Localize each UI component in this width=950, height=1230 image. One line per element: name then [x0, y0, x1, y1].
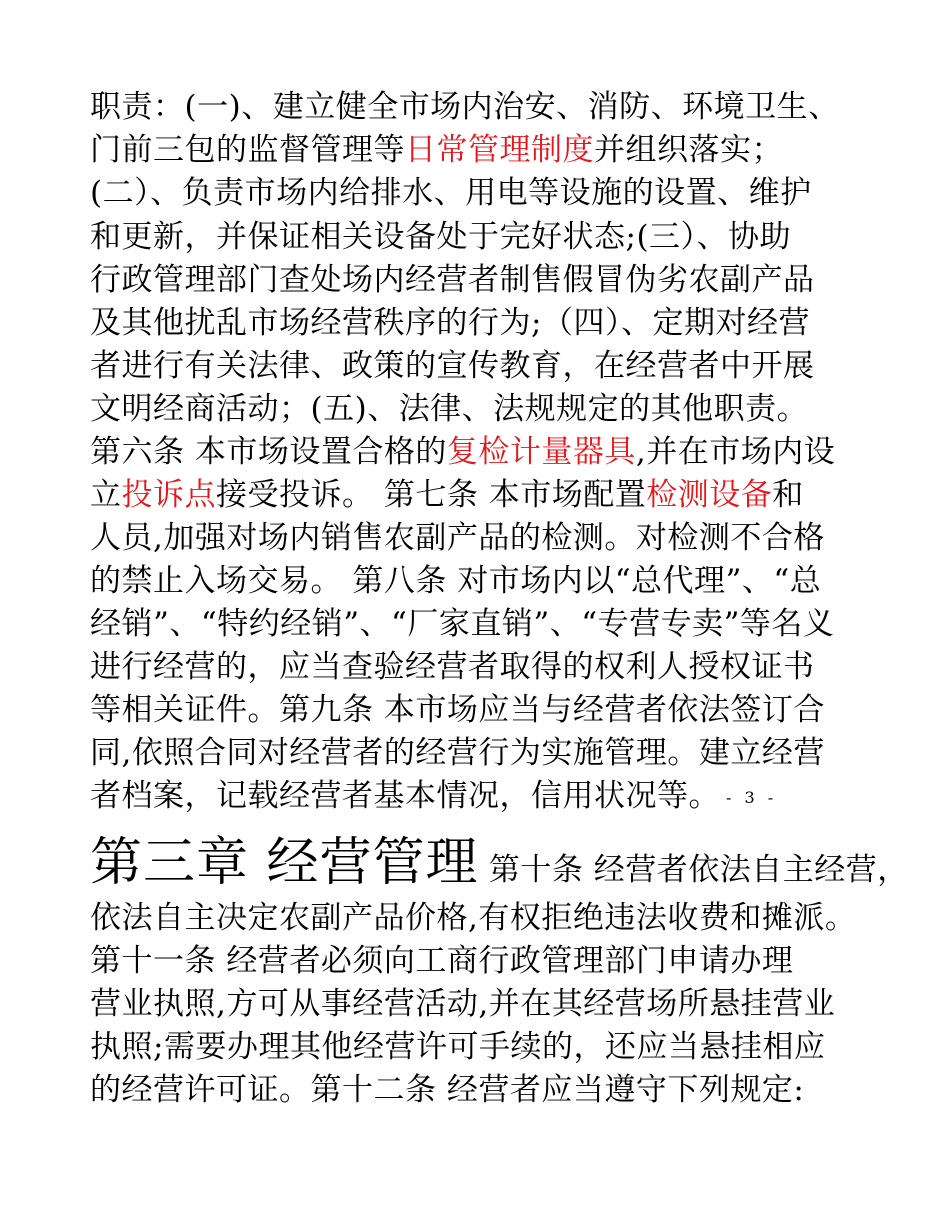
text-line: [90, 347, 815, 385]
highlighted-term: 复检计量器具: [446, 434, 636, 470]
highlighted-term: 日常管理制度: [405, 132, 594, 168]
text-line: [90, 777, 777, 817]
highlighted-term: 投诉点: [121, 477, 216, 513]
line-text: 同,依照合同对经营者的经营行为实施管理。建立经营: [90, 735, 825, 771]
text-line: [90, 985, 835, 1023]
line-text: 和: [772, 477, 804, 513]
line-text: 职责：(一)、建立健全市场内治安、消防、环境卫生、: [90, 89, 840, 125]
line-text: 者档案，记载经营者基本情况，信用状况等。: [90, 778, 720, 814]
line-text: (二）、负责市场内给排水、用电等设施的设置、维护: [90, 175, 812, 211]
text-line: [90, 899, 856, 937]
text-line: [90, 131, 783, 169]
text-line: [90, 476, 804, 514]
line-text: ,并在市场内设: [635, 434, 836, 470]
text-line: [90, 562, 821, 600]
line-text: 经销”、“特约经销”、“厂家直销”、“专营专卖”等名义: [90, 606, 835, 642]
text-line: [90, 304, 810, 342]
chapter-heading-line: [90, 832, 909, 901]
text-line: [90, 1028, 825, 1066]
text-line: [90, 433, 835, 471]
line-text: 等相关证件。第九条 本市场应当与经营者依法签订合: [90, 692, 825, 728]
line-text: 立: [90, 477, 122, 513]
text-line: [90, 942, 793, 980]
line-text: 执照;需要办理其他经营许可手续的，还应当悬挂相应: [90, 1029, 826, 1065]
line-text: 第十一条 经营者必须向工商行政管理部门申请办理: [90, 943, 794, 979]
line-text: 文明经商活动；(五)、法律、法规规定的其他职责。: [90, 391, 809, 427]
line-text: 的经营许可证。第十二条 经营者应当遵守下列规定:: [90, 1072, 805, 1108]
line-text: 及其他扰乱市场经营秩序的行为;（四）、定期对经营: [90, 305, 810, 341]
text-line: [90, 691, 825, 729]
line-text: 行政管理部门查处场内经营者制售假冒伪劣农副产品: [90, 262, 815, 298]
line-text: 接受投诉。 第七条 本市场配置: [216, 477, 647, 513]
line-text: 第六条 本市场设置合格的: [90, 434, 447, 470]
text-line: [90, 648, 815, 686]
line-text: 营业执照,方可从事经营活动,并在其经营场所悬挂营业: [90, 986, 836, 1022]
line-text: 依法自主决定农副产品价格,有权拒绝违法收费和摊派。: [90, 900, 857, 936]
line-text: 进行经营的，应当查验经营者取得的权利人授权证书: [90, 649, 815, 685]
line-text: 人员,加强对场内销售农副产品的检测。对检测不合格: [90, 520, 825, 556]
line-text: 和更新，并保证相关设备处于完好状态;(三）、协助: [90, 219, 792, 255]
text-line: [90, 174, 812, 212]
line-text: 并组织落实；: [594, 132, 783, 168]
text-line: [90, 1071, 804, 1109]
text-line: [90, 605, 834, 643]
line-text: 门前三包的监督管理等: [90, 132, 405, 168]
text-line: [90, 218, 791, 256]
text-line: [90, 519, 825, 557]
line-text: 的禁止入场交易。 第八条 对市场内以“总代理”、“总: [90, 563, 822, 599]
line-text: 者进行有关法律、政策的宣传教育，在经营者中开展: [90, 348, 815, 384]
text-line: [90, 88, 840, 126]
line-text: 第十条 经营者依法自主经营，: [478, 852, 909, 888]
highlighted-term: 检测设备: [646, 477, 773, 513]
text-line: [90, 734, 825, 772]
chapter-title: 第三章 经营管理: [90, 833, 479, 893]
page-number: - 3 -: [726, 787, 778, 807]
text-line: [90, 261, 815, 299]
text-line: [90, 390, 808, 428]
